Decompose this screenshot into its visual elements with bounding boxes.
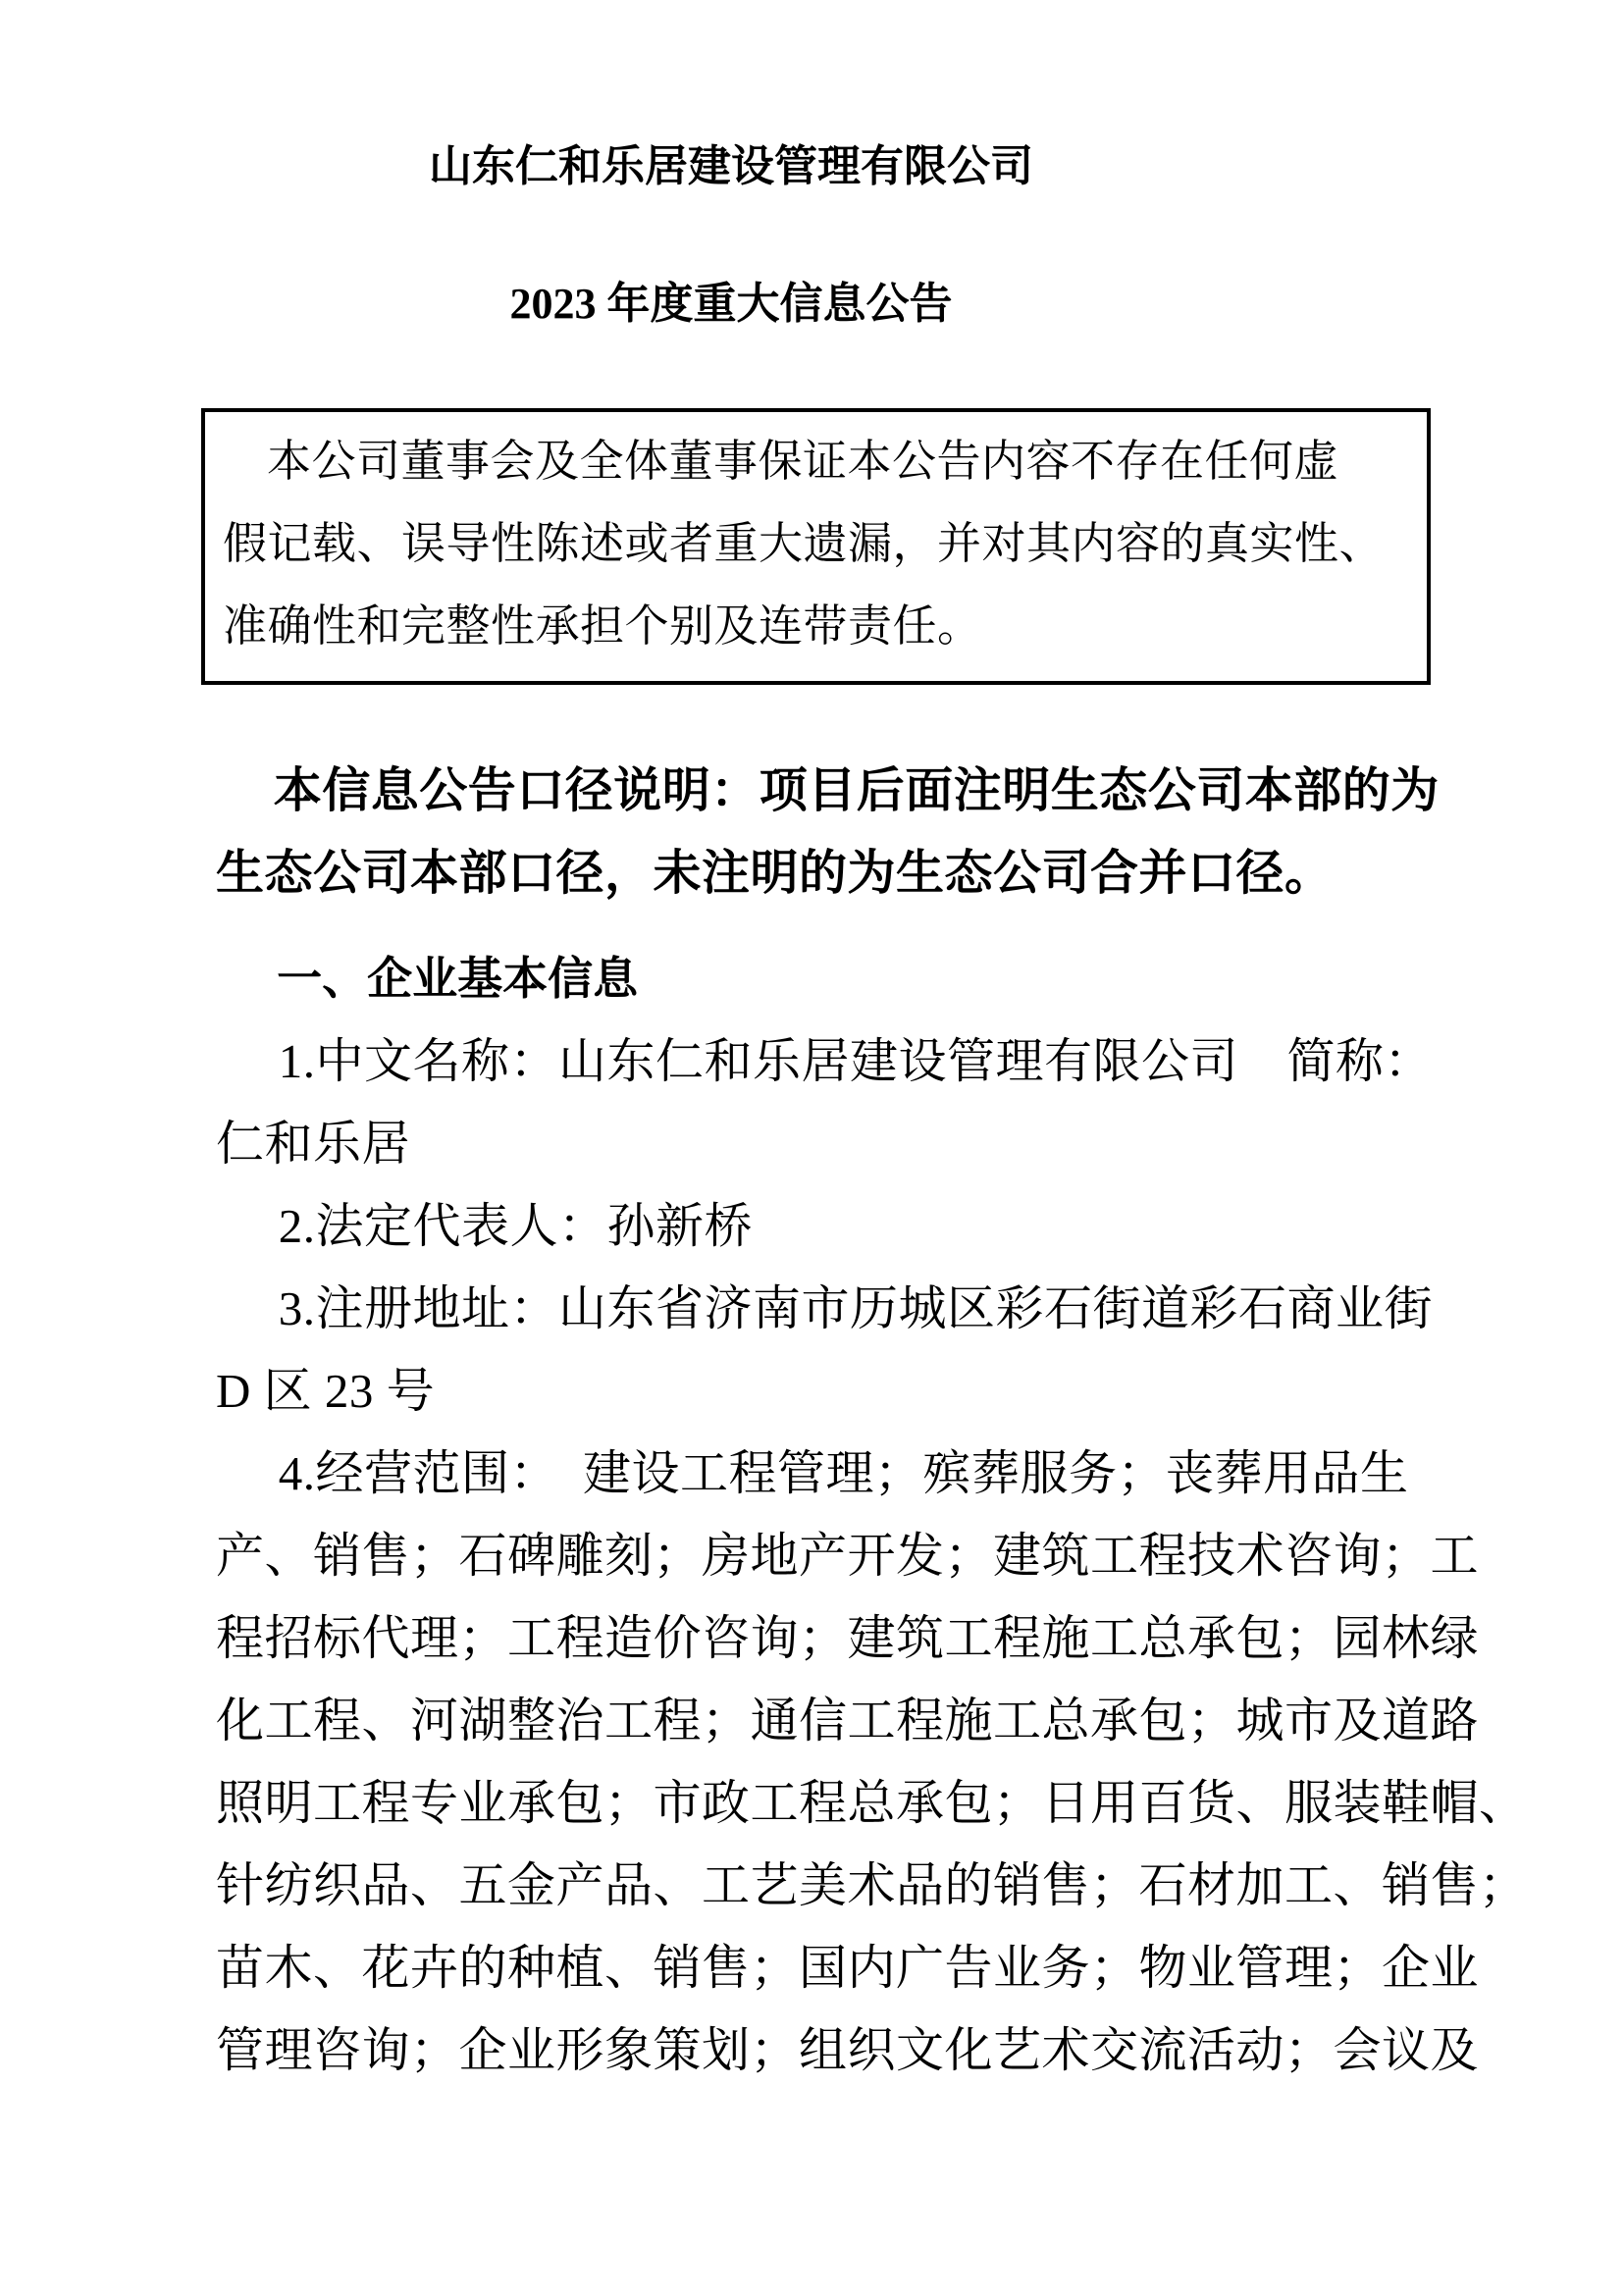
item-business-scope-line-5: 照明工程专业承包；市政工程总承包；日用百货、服装鞋帽、 [216, 1776, 1528, 1830]
page-subtitle: 2023 年度重大信息公告 [509, 280, 953, 328]
item-business-scope-line-8: 管理咨询；企业形象策划；组织文化艺术交流活动；会议及 [216, 2023, 1480, 2077]
item-legal-representative [216, 1185, 1516, 1268]
board-statement-box [201, 408, 1431, 685]
item-chinese-name-line-2: 仁和乐居 [216, 1117, 411, 1171]
item-business-scope-line-2: 产、销售；石碑雕刻；房地产开发；建筑工程技术咨询；工 [216, 1529, 1480, 1583]
item-legal-representative-line-1: 2.法定代表人：孙新桥 [278, 1199, 753, 1253]
board-statement-line-2: 假记载、误导性陈述或者重大遗漏，并对其内容的真实性、 [223, 519, 1385, 568]
item-business-scope-line-1: 4.经营范围： 建设工程管理；殡葬服务；丧葬用品生 [278, 1446, 1409, 1500]
title-block [216, 137, 1246, 334]
page-title: 山东仁和乐居建设管理有限公司 [429, 142, 1033, 190]
caliber-note-line-2: 生态公司本部口径，未注明的为生态公司合并口径。 [216, 846, 1334, 900]
item-business-scope-line-3: 程招标代理；工程造价咨询；建筑工程施工总承包；园林绿 [216, 1611, 1480, 1665]
item-business-scope-line-4: 化工程、河湖整治工程；通信工程施工总承包；城市及道路 [216, 1694, 1480, 1747]
item-business-scope-line-6: 针纺织品、五金产品、工艺美术品的销售；石材加工、销售； [216, 1858, 1528, 1912]
item-registered-address-line-1: 3.注册地址：山东省济南市历城区彩石街道彩石商业街 [278, 1281, 1433, 1335]
item-registered-address [216, 1268, 1516, 1433]
caliber-note-line-1: 本信息公告口径说明：项目后面注明生态公司本部的为 [273, 763, 1440, 817]
caliber-note [216, 750, 1516, 914]
item-chinese-name-line-1: 1.中文名称：山东仁和乐居建设管理有限公司 简称： [278, 1034, 1433, 1088]
section-heading-basic-info: 一、企业基本信息 [277, 954, 639, 1004]
item-business-scope [216, 1433, 1528, 2092]
section-body [216, 1020, 1528, 2092]
item-registered-address-line-2: D 区 23 号 [216, 1364, 436, 1418]
item-business-scope-line-7: 苗木、花卉的种植、销售；国内广告业务；物业管理；企业 [216, 1941, 1480, 1995]
board-statement-line-1: 本公司董事会及全体董事保证本公告内容不存在任何虚 [267, 437, 1339, 486]
item-chinese-name [216, 1020, 1516, 1185]
board-statement-line-3: 准确性和完整性承担个别及连带责任。 [223, 601, 982, 651]
